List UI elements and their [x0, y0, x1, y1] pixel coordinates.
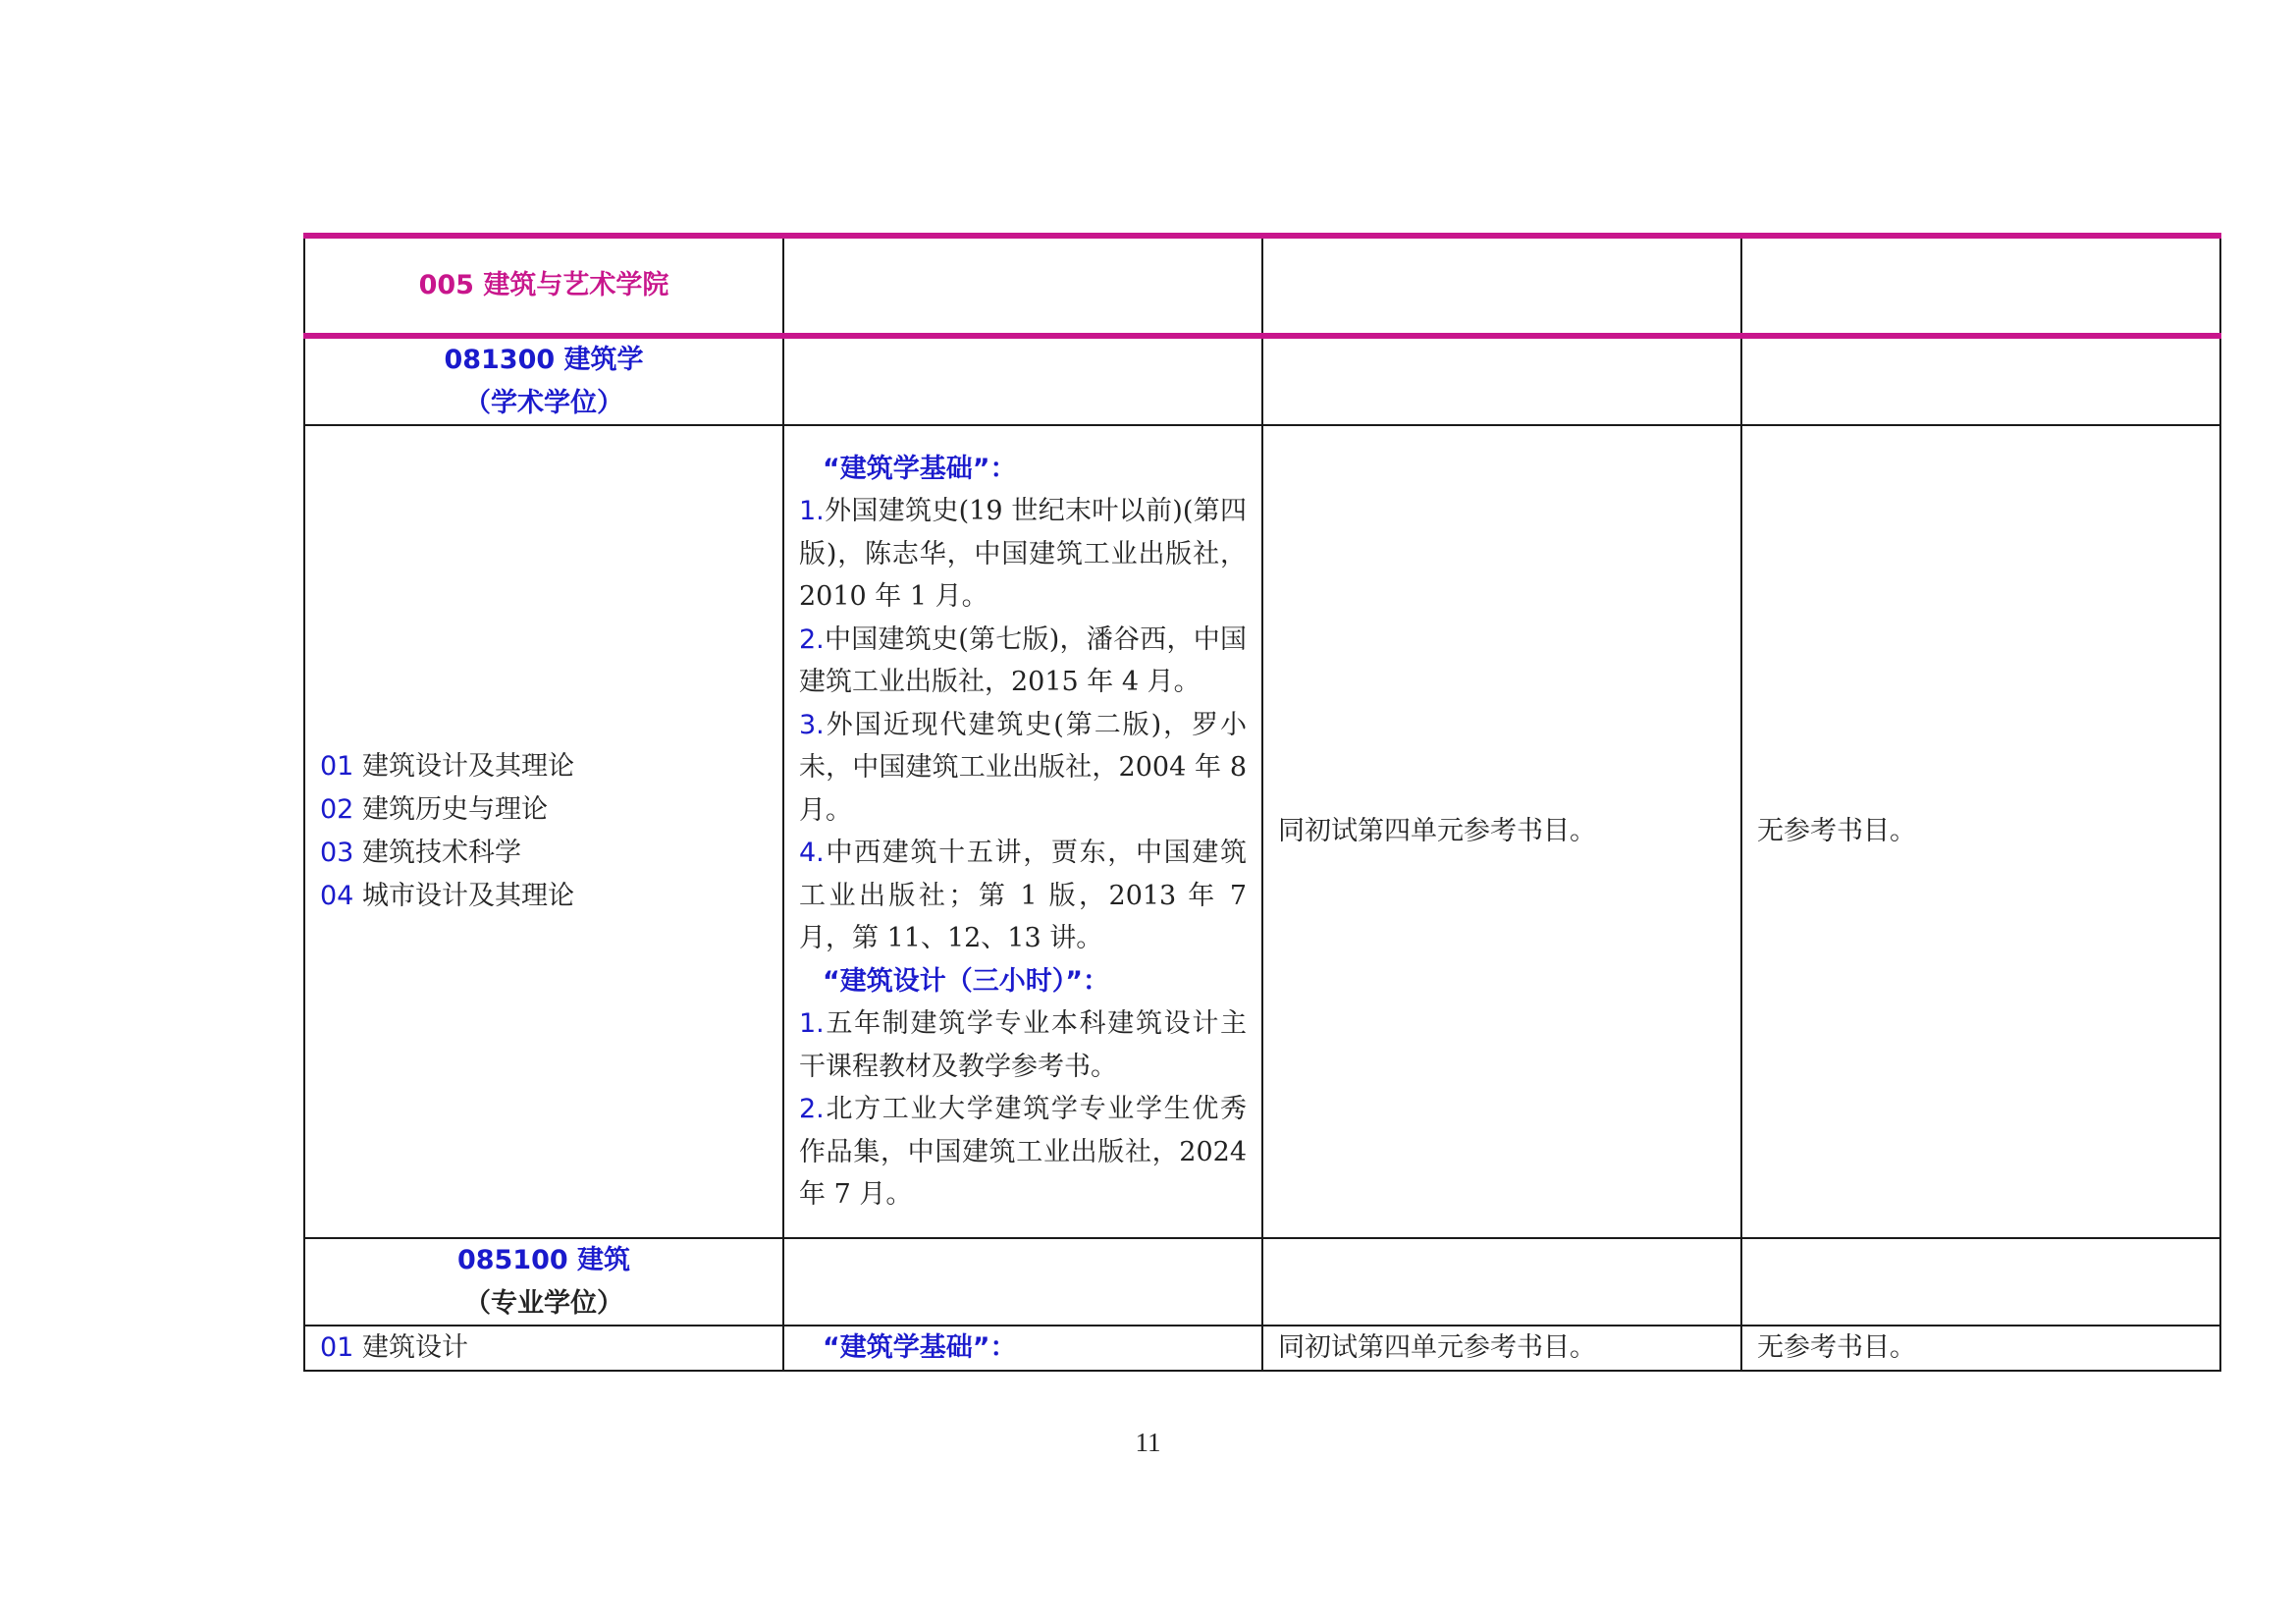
research-directions: 01 建筑设计 [304, 1326, 783, 1371]
major-code-name: 085100 建筑 [456, 1245, 631, 1275]
subjects-row [304, 425, 2220, 1238]
major-row [304, 336, 2220, 425]
empty-cell [783, 236, 1262, 336]
empty-cell [1262, 236, 1741, 336]
major-code-name: 081300 建筑学 [444, 345, 644, 375]
retest-reference: 同初试第四单元参考书目。 [1262, 1326, 1741, 1371]
subject-heading: “建筑学基础”： [823, 1332, 1017, 1363]
major-degree-type: （学术学位） [464, 387, 623, 418]
direction-item: 02 建筑历史与理论 [320, 794, 548, 825]
department-title: 005 建筑与艺术学院 [304, 236, 783, 336]
direction-item: 01 建筑设计及其理论 [320, 751, 574, 782]
book-item: 4.中西建筑十五讲，贾东，中国建筑工业出版社；第 1 版，2013 年 7 月，第 11、12、13 讲。 [799, 838, 1247, 953]
major-heading [304, 336, 783, 425]
equivalent-reference: 无参考书目。 [1741, 425, 2220, 1238]
research-directions [304, 425, 783, 1238]
empty-cell [783, 1238, 1262, 1326]
book-item: 2.中国建筑史(第七版)，潘谷西，中国建筑工业出版社，2015 年 4 月。 [799, 623, 1247, 697]
department-row [304, 236, 2220, 336]
book-item: 1.五年制建筑学专业本科建筑设计主干课程教材及教学参考书。 [799, 1008, 1247, 1082]
major-heading [304, 1238, 783, 1326]
empty-cell [783, 336, 1262, 425]
major-degree-type: （专业学位） [464, 1287, 623, 1319]
book-item: 2.北方工业大学建筑学专业学生优秀作品集，中国建筑工业出版社，2024 年 7 月。 [799, 1094, 1247, 1210]
retest-reference: 同初试第四单元参考书目。 [1262, 425, 1741, 1238]
major-row [304, 1238, 2220, 1326]
direction-item: 04 城市设计及其理论 [320, 881, 574, 911]
direction-item: 03 建筑技术科学 [320, 838, 521, 868]
book-item: 1.外国建筑史(19 世纪末叶以前)(第四版)，陈志华，中国建筑工业出版社，2010 年 1 月。 [799, 496, 1247, 612]
empty-cell [1262, 336, 1741, 425]
subjects-row [304, 1326, 2220, 1371]
catalog-table [303, 233, 2221, 1372]
page-number: 11 [1135, 1428, 1161, 1457]
empty-cell [1741, 236, 2220, 336]
empty-cell [1262, 1238, 1741, 1326]
empty-cell [1741, 1238, 2220, 1326]
subject-heading: “建筑设计（三小时）”： [823, 965, 1109, 997]
reference-books [783, 425, 1262, 1238]
reference-books [783, 1326, 1262, 1371]
empty-cell [1741, 336, 2220, 425]
book-item: 3.外国近现代建筑史(第二版)，罗小未，中国建筑工业出版社，2004 年 8 月。 [799, 709, 1247, 826]
subject-heading: “建筑学基础”： [823, 453, 1017, 484]
equivalent-reference: 无参考书目。 [1741, 1326, 2220, 1371]
